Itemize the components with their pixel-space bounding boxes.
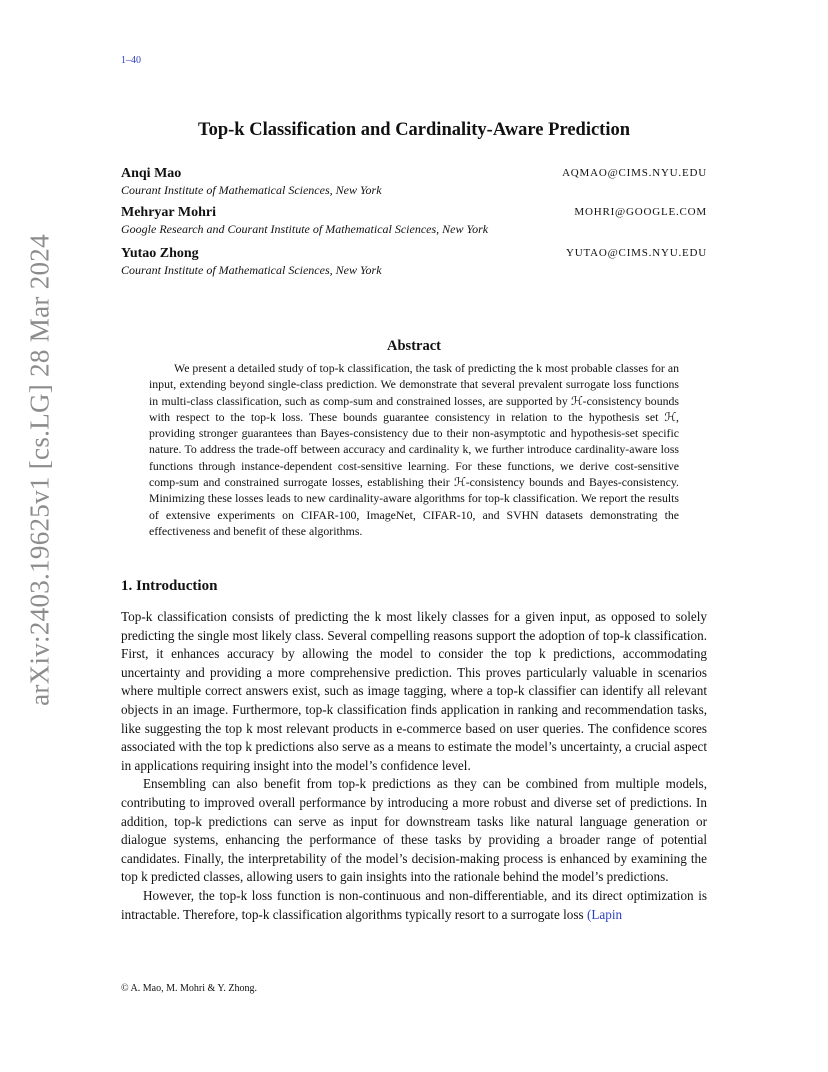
author-affiliation: Courant Institute of Mathematical Sciences, New York [121,183,382,197]
citation-link[interactable]: (Lapin [586,906,623,922]
author-affiliation: Google Research and Courant Institute of Mathematical Sciences, New York [121,222,489,236]
abstract-text: We present a detailed study of top-k classification, the task of predicting the k most probable classes for an input, extending beyond single-class prediction. We demonstrate that several prevalent surrogate loss functions in multi-class classification, such as comp-sum and constrained losses, are supported by ℋ-consistency bounds with respect to the top-k loss. These bounds guarantee consistency in relation to the hypothesis set ℋ, providing stronger guarantees than Bayes-consistency due to their non-asymptotic and hypothesis-set specific nature. To address the trade-off between accuracy and cardinality k, we further introduce cardinality-aware loss functions through instance-dependent cost-sensitive learning. For these functions, we derive cost-sensitive comp-sum and constrained surrogate losses, establishing their ℋ-consistency bounds and Bayes-consistency. Minimizing these losses leads to new cardinality-aware algorithms for top-k classification. We report the results of extensive experiments on CIFAR-100, ImageNet, CIFAR-10, and SVHN datasets demonstrating the effectiveness and benefit of these algorithms. [149,361,679,538]
author-email[interactable]: YUTAO@CIMS.NYU.EDU [566,247,707,259]
introduction-body [121,608,707,924]
arxiv-identifier: arXiv:2403.19625v1 [cs.LG] 28 Mar 2024 [24,234,55,706]
section-heading: 1. Introduction [121,578,218,594]
author-name: Yutao Zhong [121,246,199,261]
author-name: Anqi Mao [121,166,182,181]
paper-title: Top-k Classification and Cardinality-Aware Prediction [197,120,631,140]
author-block-3 [121,245,707,285]
paragraph: Ensembling can also benefit from top-k predictions as they can be combined from multiple models, contributing to improved overall performance by introducing a more robust and diverse set of predictions. In addition, top-k predictions can serve as input for downstream tasks like natural language generation or dialogue systems, enhancing the performance of these tasks by providing a broader range of potential candidates. Finally, the interpretability of the model’s decision-making process is enhanced by examining the top k predicted classes, allowing users to gain insights into the rationale behind the model’s predictions. [121,776,707,885]
page-number: 1–40 [121,55,141,66]
author-block-1 [121,165,707,205]
author-affiliation: Courant Institute of Mathematical Sciences, New York [121,263,382,277]
author-name: Mehryar Mohri [121,205,216,220]
paragraph-text: However, the top-k loss function is non-continuous and non-differentiable, and its direct optimization is intractable. Therefore, top-k classification algorithms typically resort to a surrogate loss [121,887,707,922]
abstract-heading: Abstract [387,338,441,354]
copyright-footer: © A. Mao, M. Mohri & Y. Zhong. [121,983,257,994]
paragraph: Top-k classification consists of predicting the k most likely classes for a given input, as opposed to solely predicting the single most likely class. Several compelling reasons support the adoption of top-k classification. First, it enhances accuracy by allowing the model to consider the top k predictions, accommodating uncertainty and providing a more comprehensive prediction. This proves particularly valuable in scenarios where multiple correct answers exist, such as image tagging, where a top-k classifier can identify all relevant objects in an image. Furthermore, top-k classification finds application in ranking and recommendation tasks, like suggesting the top k most relevant products in e-commerce based on user queries. The confidence scores associated with the top k predictions also serve as a means to estimate the model’s uncertainty, a crucial aspect in applications requiring insight into the model’s confidence level. [121,609,707,773]
author-email[interactable]: AQMAO@CIMS.NYU.EDU [562,167,707,179]
author-block-2 [121,204,707,244]
author-email[interactable]: MOHRI@GOOGLE.COM [574,206,707,218]
paragraph [121,887,707,924]
